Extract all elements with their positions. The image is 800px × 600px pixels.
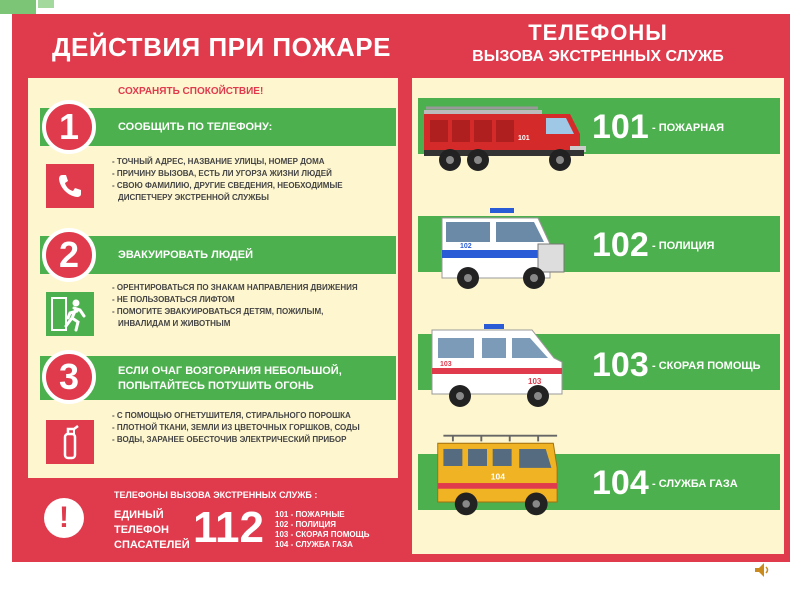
ambulance-number-side: 103 <box>440 361 452 368</box>
list-item: ИНВАЛИДАМ И ЖИВОТНЫМ <box>118 319 231 328</box>
list-item: 101 - ПОЖАРНЫЕ <box>275 510 345 519</box>
fire-truck-image <box>420 90 590 180</box>
list-item: 104 - СЛУЖБА ГАЗА <box>275 540 353 549</box>
police-car-number: 102 <box>460 243 472 250</box>
list-item: - ПОМОГИТЕ ЭВАКУИРОВАТЬСЯ ДЕТЯМ, ПОЖИЛЫМ, <box>112 307 324 316</box>
single-line-1: ЕДИНЫЙ <box>114 509 164 521</box>
list-item: - СВОЮ ФАМИЛИЮ, ДРУГИЕ СВЕДЕНИЯ, НЕОБХОДИМЫЕ <box>112 181 343 190</box>
list-item: 103 - СКОРАЯ ПОМОЩЬ <box>275 530 370 539</box>
step-2-list <box>112 282 358 330</box>
service-104-number: 104 <box>592 464 649 502</box>
keep-calm-text: СОХРАНЯТЬ СПОКОЙСТВИЕ! <box>118 86 264 97</box>
services-heading-line1: ТЕЛЕФОНЫ <box>528 20 668 45</box>
service-101-label: - ПОЖАРНАЯ <box>652 122 725 134</box>
poster-title: ДЕЙСТВИЯ ПРИ ПОЖАРЕ <box>52 32 391 62</box>
list-item: - ПРИЧИНУ ВЫЗОВА, ЕСТЬ ЛИ УГОРЗА ЖИЗНИ ЛЮДЕЙ <box>112 169 332 178</box>
services-heading-line2: ВЫЗОВА ЭКСТРЕННЫХ СЛУЖБ <box>472 48 724 65</box>
service-102-number: 102 <box>592 226 649 264</box>
service-number-list <box>275 510 369 550</box>
step-1-number: 1 <box>42 100 96 154</box>
step-1-list <box>112 156 343 204</box>
list-item: - ВОДЫ, ЗАРАНЕЕ ОБЕСТОЧИВ ЭЛЕКТРИЧЕСКИЙ ПРИБОР <box>112 435 347 444</box>
list-item: - ПЛОТНОЙ ТКАНИ, ЗЕМЛИ ИЗ ЦВЕТОЧНЫХ ГОРШКОВ, СОДЫ <box>112 423 360 432</box>
fire-truck-number: 101 <box>518 135 530 142</box>
step-3-title-line2: ПОПЫТАЙТЕСЬ ПОТУШИТЬ ОГОНЬ <box>118 380 314 392</box>
rescue-number-112: 112 <box>193 503 264 552</box>
police-car-image <box>420 204 590 294</box>
list-item: - НЕ ПОЛЬЗОВАТЬСЯ ЛИФТОМ <box>112 295 235 304</box>
step-2-title: ЭВАКУИРОВАТЬ ЛЮДЕЙ <box>118 249 253 261</box>
step-3-title <box>118 364 342 394</box>
ambulance-number-front: 103 <box>528 377 542 386</box>
step-3-number: 3 <box>42 350 96 404</box>
list-item: ДИСПЕТЧЕРУ ЭКСТРЕННОЙ СЛУЖБЫ <box>118 193 269 202</box>
step-2-number: 2 <box>42 228 96 282</box>
list-item: - ОРЕНТИРОВАТЬСЯ ПО ЗНАКАМ НАПРАВЛЕНИЯ ДВИЖЕНИЯ <box>112 283 358 292</box>
speaker-icon[interactable] <box>752 560 772 580</box>
gas-van-number: 104 <box>490 471 506 482</box>
service-103-number: 103 <box>592 346 649 384</box>
gas-service-van-image <box>420 430 590 520</box>
single-line-2: ТЕЛЕФОН <box>114 524 169 536</box>
service-101-number: 101 <box>592 108 649 146</box>
list-item: - ТОЧНЫЙ АДРЕС, НАЗВАНИЕ УЛИЦЫ, НОМЕР ДОМА <box>112 157 325 166</box>
service-103-label: - СКОРАЯ ПОМОЩЬ <box>652 360 761 372</box>
phone-icon <box>46 164 94 208</box>
list-item: - С ПОМОЩЬЮ ОГНЕТУШИТЕЛЯ, СТИРАЛЬНОГО ПОРОШКА <box>112 411 351 420</box>
single-rescue-phone-text <box>114 508 190 553</box>
single-line-3: СПАСАТЕЛЕЙ <box>114 539 190 551</box>
step-3-title-line1: ЕСЛИ ОЧАГ ВОЗГОРАНИЯ НЕБОЛЬШОЙ, <box>118 365 342 377</box>
exit-icon <box>46 292 94 336</box>
slide-corner-decoration <box>0 0 36 14</box>
service-102-label: - ПОЛИЦИЯ <box>652 240 715 252</box>
service-104-label: - СЛУЖБА ГАЗА <box>652 478 738 490</box>
exclamation-icon: ! <box>44 498 84 538</box>
step-1-title: СООБЩИТЬ ПО ТЕЛЕФОНУ: <box>118 121 273 133</box>
services-heading <box>418 20 778 66</box>
list-item: 102 - ПОЛИЦИЯ <box>275 520 336 529</box>
fire-extinguisher-icon <box>46 420 94 464</box>
ambulance-image <box>420 322 590 412</box>
step-3-list <box>112 410 360 446</box>
emergency-phones-title: ТЕЛЕФОНЫ ВЫЗОВА ЭКСТРЕННЫХ СЛУЖБ : <box>114 490 318 500</box>
slide-corner-decoration-small <box>38 0 54 8</box>
